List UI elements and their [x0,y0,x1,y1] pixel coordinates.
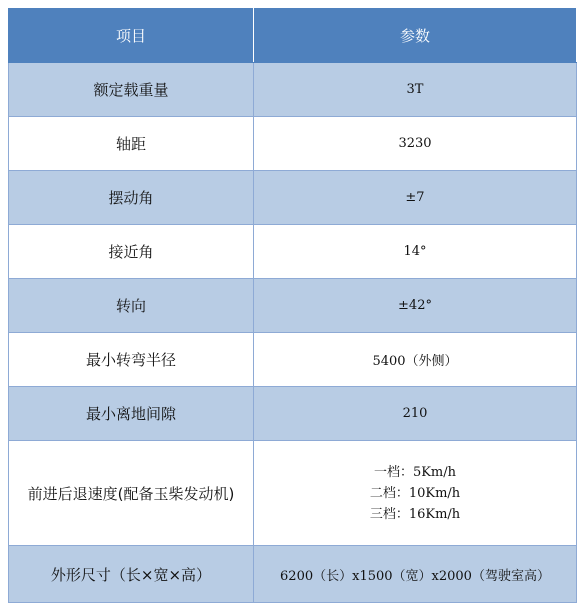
row-label-approach-angle: 接近角 [9,225,254,279]
row-value-rated-load: 3T [254,63,577,117]
speed-gear-2: 二档：10Km/h [369,485,461,501]
table-row [9,117,577,171]
row-label-swing-angle: 摆动角 [9,171,254,225]
table-row [9,225,577,279]
row-label-steering: 转向 [9,279,254,333]
table-row [9,279,577,333]
table-header-row [9,8,577,63]
table-row [9,333,577,387]
table-row [9,441,577,546]
row-label-ground-clearance: 最小离地间隙 [9,387,254,441]
row-label-dimensions: 外形尺寸（长×宽×高） [9,546,254,603]
row-label-rated-load: 额定载重量 [9,63,254,117]
row-value-steering: ±42° [254,279,577,333]
row-value-swing-angle: ±7 [254,171,577,225]
table-row [9,63,577,117]
row-value-speed [254,441,577,546]
speed-gear-1: 一档：5Km/h [373,464,457,480]
header-param: 参数 [254,8,577,63]
spec-table [8,7,577,603]
table-row [9,171,577,225]
row-value-ground-clearance: 210 [254,387,577,441]
row-value-dimensions: 6200（长）x1500（宽）x2000（驾驶室高） [254,546,577,603]
row-value-approach-angle: 14° [254,225,577,279]
row-label-wheelbase: 轴距 [9,117,254,171]
header-item: 项目 [9,8,254,63]
row-value-wheelbase: 3230 [254,117,577,171]
table-row [9,387,577,441]
row-value-turning-radius: 5400（外侧） [254,333,577,387]
table-row [9,546,577,603]
speed-gear-3: 三档：16Km/h [369,506,461,522]
row-label-turning-radius: 最小转弯半径 [9,333,254,387]
row-label-speed: 前进后退速度(配备玉柴发动机) [9,441,254,546]
